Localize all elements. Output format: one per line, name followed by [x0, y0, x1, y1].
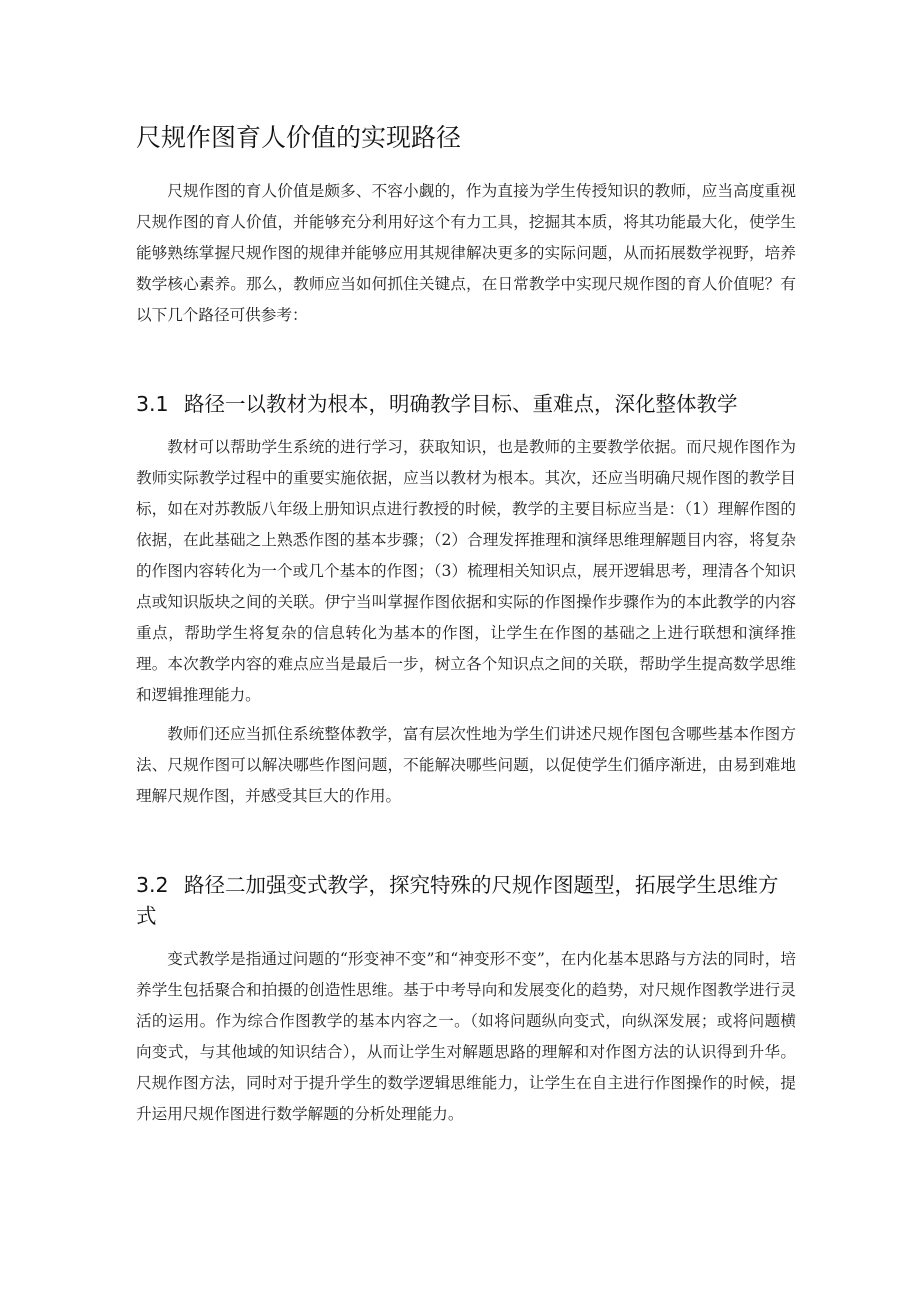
section-3-1 — [136, 389, 796, 812]
spacer — [136, 331, 796, 389]
section-number: 3.1 — [136, 392, 169, 416]
spacer — [136, 162, 796, 176]
spacer — [136, 420, 796, 432]
spacer — [136, 812, 796, 870]
section-heading-text: 路径一以教材为根本，明确教学目标、重难点，深化整体教学 — [184, 392, 738, 416]
spacer — [136, 711, 796, 719]
section-heading — [136, 389, 796, 420]
section-paragraph: 教材可以帮助学生系统的进行学习，获取知识，也是教师的主要教学依据。而尺规作图作为教师实际教学过程中的重要实施依据，应当以教材为根本。其次，还应当明确尺规作图的教学目标，如在对苏教版八年级上册知识点进行教授的时候，教学的主要目标应当是：（1）理解作图的依据，在此基础之上熟悉作图的基本步骤；（2）合理发挥推理和演绎思维理解题目内容，将复杂的作图内容转化为一个或几个基本的作图；（3）梳理相关知识点，展开逻辑思考，理清各个知识点或知识版块之间的关联。伊宁当叫掌握作图依据和实际的作图操作步骤作为的本此教学的内容重点，帮助学生将复杂的信息转化为基本的作图，让学生在作图的基础之上进行联想和演绎推理。本次教学内容的难点应当是最后一步，树立各个知识点之间的关联，帮助学生提高数学思维和逻辑推理能力。 — [136, 438, 796, 704]
page-title: 尺规作图育人价值的实现路径 — [136, 123, 462, 152]
section-number: 3.2 — [136, 873, 169, 897]
intro-paragraph: 尺规作图的育人价值是颇多、不容小觑的，作为直接为学生传授知识的教师，应当高度重视尺规作图的育人价值，并能够充分利用好这个有力工具，挖掘其本质，将其功能最大化，使学生能够熟练掌握尺规作图的规律并能够应用其规律解决更多的实际问题，从而拓展数学视野，培养数学核心素养。那么，教师应当如何抓住关键点，在日常教学中实现尺规作图的育人价值呢？有以下几个路径可供参考： — [136, 182, 796, 324]
section-heading — [136, 870, 796, 932]
section-heading-text: 路径二加强变式教学，探究特殊的尺规作图题型，拓展学生思维方式 — [136, 873, 779, 928]
section-paragraph: 教师们还应当抓住系统整体教学，富有层次性地为学生们讲述尺规作图包含哪些基本作图方法、尺规作图可以解决哪些作图问题，不能解决哪些问题，以促使学生们循序渐进，由易到难地理解尺规作图，并感受其巨大的作用。 — [136, 725, 796, 805]
spacer — [136, 932, 796, 944]
section-3-2 — [136, 870, 796, 1130]
document-page — [136, 118, 796, 1130]
section-paragraph: 变式教学是指通过问题的“形变神不变”和“神变形不变”，在内化基本思路与方法的同时，培养学生包括聚合和拍摄的创造性思维。基于中考导向和发展变化的趋势，对尺规作图教学进行灵活的运用。作为综合作图教学的基本内容之一。（如将问题纵向变式，向纵深发展；或将问题横向变式，与其他域的知识结合），从而让学生对解题思路的理解和对作图方法的认识得到升华。尺规作图方法，同时对于提升学生的数学逻辑思维能力，让学生在自主进行作图操作的时候，提升运用尺规作图进行数学解题的分析处理能力。 — [136, 950, 796, 1123]
